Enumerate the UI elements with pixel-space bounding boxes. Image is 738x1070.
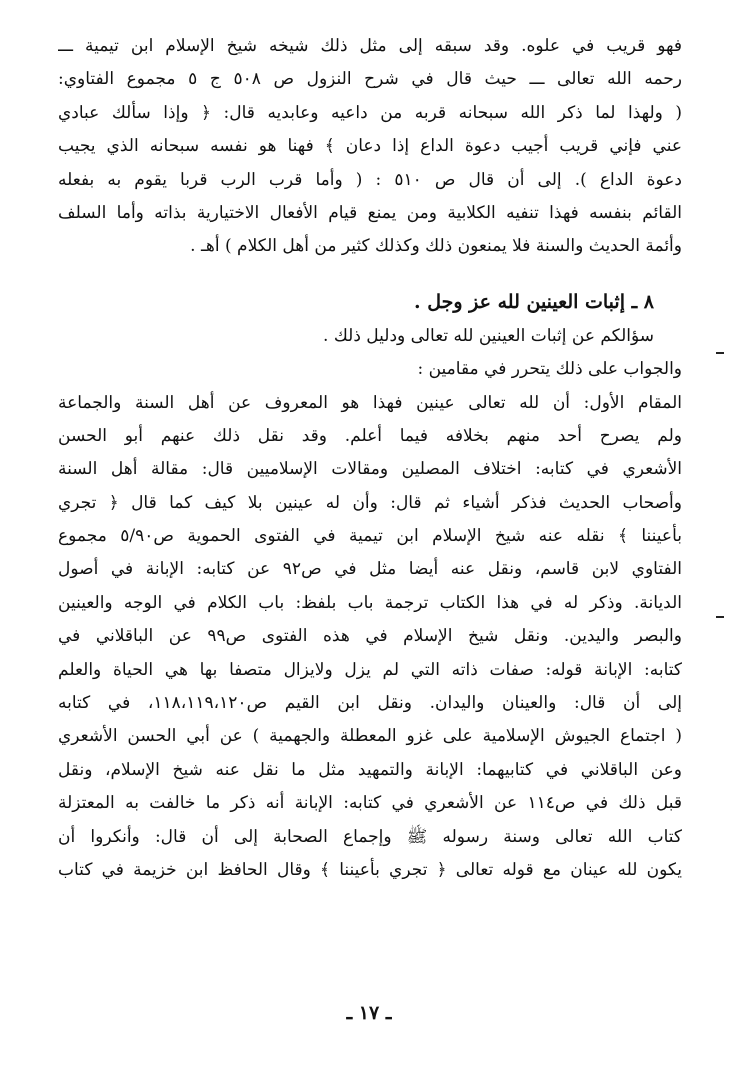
section-heading: ٨ ـ إثبات العينين لله عز وجل . — [414, 290, 654, 313]
text-line: دعوة الداع ). إلى أن قال ص ٥١٠ : ( وأما قرب الرب قربا يقوم به بفعله — [58, 169, 682, 190]
paragraph-2 — [58, 387, 682, 888]
text-line: كتاب الله تعالى وسنة رسوله ﷺ وإجماع الصحابة إلى أن قال: وأنكروا أن — [58, 826, 682, 847]
answer-intro-line: والجواب على ذلك يتحرر في مقامين : — [417, 359, 682, 380]
text-line: الفتاوي لابن قاسم، ونقل عنه أيضا مثل في ص٩٢ عن كتابه: الإبانة في أصول — [58, 559, 682, 580]
text-line: وأصحاب الحديث فذكر أشياء ثم قال: وأن له عينين بلا كيف كما قال ﴿ تجري — [58, 492, 682, 513]
text-line: إلى أن قال: والعينان واليدان. ونقل ابن القيم ص١١٨،١١٩،١٢٠، في كتابه — [58, 693, 682, 714]
text-line: المقام الأول: أن لله تعالى عينين فهذا هو المعروف عن أهل السنة والجماعة — [58, 392, 682, 413]
text-line: يكون لله عينان مع قوله تعالى ﴿ تجري بأعيننا ﴾ وقال الحافظ ابن خزيمة في كتاب — [58, 859, 682, 880]
text-line: كتابه: الإبانة قوله: صفات ذاته التي لم يزل ولايزال متصفا بها هي الحياة والعلم — [58, 659, 682, 680]
text-line: قبل ذلك في ص١١٤ عن الأشعري في كتابه: الإبانة أنه ذكر ما خالفت به المعتزلة — [58, 793, 682, 814]
section-gap — [58, 264, 682, 284]
text-line: رحمه الله تعالى ـــ حيث قال في شرح النزول ص ٥٠٨ ج ٥ مجموع الفتاوي: — [58, 69, 682, 90]
text-line: القائم بنفسه فهذا تنفيه الكلابية ومن يمنع قيام الأفعال الاختيارية بذاته وأما السلف — [58, 202, 682, 223]
page-number: ـ ١٧ ـ — [346, 1002, 392, 1024]
text-line: ( ولهذا لما ذكر الله سبحانه قربه من داعيه وعابديه قال: ﴿ وإذا سألك عبادي — [58, 102, 682, 123]
question-line: سؤالكم عن إثبات العينين لله تعالى ودليل ذلك . — [323, 325, 654, 346]
margin-mark — [716, 352, 724, 354]
text-line: فهو قريب في علوه. وقد سبقه إلى مثل ذلك شيخه شيخ الإسلام ابن تيمية ـــ — [58, 36, 682, 56]
text-line: بأعيننا ﴾ نقله عنه شيخ الإسلام ابن تيمية في الفتوى الحموية ص٥/٩٠ مجموع — [58, 526, 682, 547]
text-line: وأئمة الحديث والسنة فلا يمنعون ذلك وكذلك كثير من أهل الكلام ) أهـ . — [190, 236, 682, 257]
text-line: الديانة. وذكر له في هذا الكتاب ترجمة باب بلفظ: باب الكلام في الوجه والعينين — [58, 592, 682, 613]
text-line: عني فإني قريب أجيب دعوة الداع إذا دعان ﴾ فهنا هو نفسه سبحانه الذي يجيب — [58, 136, 682, 157]
text-line: وعن الباقلاني في كتابيهما: الإبانة والتمهيد مثل ما نقل عنه شيخ الإسلام، ونقل — [58, 759, 682, 780]
margin-mark — [716, 616, 724, 618]
text-line: الأشعري في كتابه: اختلاف المصلين ومقالات الإسلاميين قال: مقالة أهل السنة — [58, 459, 682, 480]
paragraph-1 — [58, 30, 682, 264]
text-line: والبصر واليدين. ونقل شيخ الإسلام في هذه الفتوى ص٩٩ عن الباقلاني في — [58, 626, 682, 647]
text-line: ( اجتماع الجيوش الإسلامية على غزو المعطلة والجهمية ) عن أبي الحسن الأشعري — [58, 726, 682, 747]
page-body — [58, 30, 682, 887]
text-line: ولم يصرح أحد منهم بخلافه فيما أعلم. وقد نقل ذلك عنهم أبو الحسن — [58, 425, 682, 446]
